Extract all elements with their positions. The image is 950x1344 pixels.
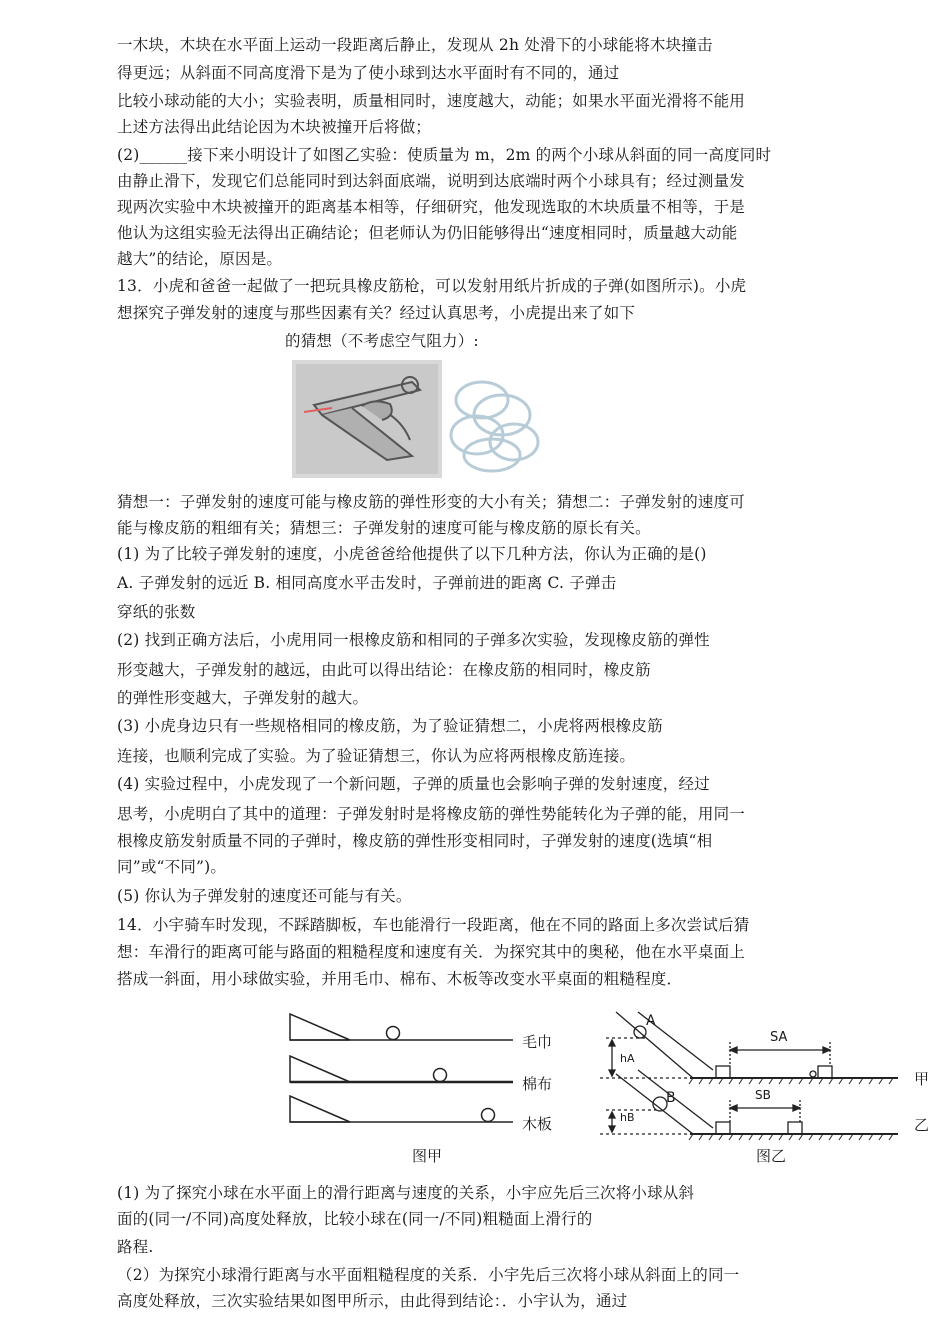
slope-2 xyxy=(290,1056,350,1082)
label-cotton: 棉布 xyxy=(522,1075,553,1093)
text-line: 得更远；从斜面不同高度滑下是为了使小球到达水平面时有不同的，通过 xyxy=(117,64,620,82)
text-line: 面的(同一/不同)高度处释放，比较小球在(同一/不同)粗糙面上滑行的 xyxy=(117,1210,593,1228)
question-14-line: 14．小宇骑车时发现，不踩踏脚板，车也能滑行一段距离，他在不同的路面上多次尝试后猜 xyxy=(117,916,750,934)
text-line: 猜想一：子弹发射的速度可能与橡皮筋的弹性形变的大小有关；猜想二：子弹发射的速度可 xyxy=(117,493,746,511)
ball-icon xyxy=(482,1109,495,1122)
text-line: 能与橡皮筋的粗细有关；猜想三：子弹发射的速度可能与橡皮筋的原长有关。 xyxy=(117,519,651,537)
text-line: 上述方法得出此结论因为木块被撞开后将做； xyxy=(117,118,432,136)
ball-icon xyxy=(434,1069,447,1082)
caption-figure-jia: 图甲 xyxy=(412,1147,443,1165)
block-end-b xyxy=(788,1122,802,1134)
label-height-b: hB xyxy=(620,1111,635,1124)
text-line: A. 子弹发射的远近 B. 相同高度水平击发时，子弹前进的距离 C. 子弹击 xyxy=(117,574,617,592)
text-line: 现两次实验中木块被撞开的距离基本相等，仔细研究，他发现选取的木块质量不相等，于是 xyxy=(117,198,746,216)
text-line: 高度处释放，三次实验结果如图甲所示，由此得到结论：．小宇认为，通过 xyxy=(117,1292,628,1310)
label-row-jia: 甲 xyxy=(914,1070,930,1088)
label-distance-a: SA xyxy=(770,1030,788,1045)
block-start-b xyxy=(716,1122,730,1134)
text-line: (5) 你认为子弹发射的速度还可能与有关。 xyxy=(117,887,412,905)
label-height-a: hA xyxy=(620,1052,635,1065)
text-line: 的弹性形变越大，子弹发射的越大。 xyxy=(117,689,369,707)
text-line: 搭成一斜面，用小球做实验，并用毛巾、棉布、木板等改变水平桌面的粗糙程度． xyxy=(117,970,683,988)
small-ball-icon xyxy=(810,1071,816,1077)
text-line: 他认为这组实验无法得出正确结论；但老师认为仍旧能够得出“速度相同时，质量越大动能 xyxy=(117,224,738,242)
slope-3 xyxy=(290,1096,350,1122)
slope-1 xyxy=(290,1014,350,1040)
text-line: 形变越大，子弹发射的越远，由此可以得出结论：在橡皮筋的相同时，橡皮筋 xyxy=(117,661,651,679)
text-line: (2) 找到正确方法后，小虎用同一根橡皮筋和相同的子弹多次实验，发现橡皮筋的弹性 xyxy=(117,631,710,649)
label-ball-a: A xyxy=(646,1013,656,1029)
rubber-band-gun-figure xyxy=(292,360,552,480)
text-line: 想探究子弹发射的速度与那些因素有关？经过认真思考，小虎提出来了如下 xyxy=(117,304,636,322)
text-line: 连接，也顺利完成了实验。为了验证猜想三，你认为应将两根橡皮筋连接。 xyxy=(117,747,636,765)
text-line: 想：车滑行的距离可能与路面的粗糙程度和速度有关．为探究其中的奥秘，他在水平桌面上 xyxy=(117,943,746,961)
caption-figure-yi: 图乙 xyxy=(756,1147,787,1165)
text-line: (1) 为了比较子弹发射的速度，小虎爸爸给他提供了以下几种方法，你认为正确的是() xyxy=(117,545,707,563)
block-end-a xyxy=(818,1066,832,1078)
label-wood: 木板 xyxy=(522,1115,553,1133)
ball-icon xyxy=(387,1027,400,1040)
text-line: (3) 小虎身边只有一些规格相同的橡皮筋，为了验证猜想二，小虎将两根橡皮筋 xyxy=(117,717,663,735)
text-line: 同”或“不同”)。 xyxy=(117,858,227,876)
label-ball-b: B xyxy=(666,1090,676,1106)
rubber-bands-icon xyxy=(451,382,538,471)
text-line: 越大”的结论，原因是。 xyxy=(117,250,283,268)
text-line: 思考，小虎明白了其中的道理：子弹发射时是将橡皮筋的弹性势能转化为子弹的能，用同一 xyxy=(117,805,746,823)
text-line: 比较小球动能的大小；实验表明，质量相同时，速度越大，动能；如果水平面光滑将不能用 xyxy=(117,92,746,110)
block-start-a xyxy=(716,1066,730,1078)
text-line: 穿纸的张数 xyxy=(117,603,196,621)
question-13-line: 13．小虎和爸爸一起做了一把玩具橡皮筋枪，可以发射用纸片折成的子弹(如图所示)。小虎 xyxy=(117,277,747,295)
label-towel: 毛巾 xyxy=(522,1033,553,1051)
text-line: 根橡皮筋发射质量不同的子弹时，橡皮筋的弹性形变相同时，子弹发射的速度(选填“相 xyxy=(117,832,713,850)
text-line: 由静止滑下，发现它们总能同时到达斜面底端，说明到达底端时两个小球具有；经过测量发 xyxy=(117,172,746,190)
text-line: （2）为探究小球滑行距离与水平面粗糙程度的关系．小宇先后三次将小球从斜面上的同一 xyxy=(117,1266,740,1284)
label-distance-b: SB xyxy=(755,1088,771,1102)
figure-yi-kinetic-energy xyxy=(598,1010,913,1150)
text-line: (4) 实验过程中，小虎发现了一个新问题，子弹的质量也会影响子弹的发射速度，经过 xyxy=(117,775,710,793)
text-line: (1) 为了探究小球在水平面上的滑行距离与速度的关系，小宇应先后三次将小球从斜 xyxy=(117,1184,695,1202)
text-line: 路程. xyxy=(117,1238,154,1256)
text-line: 的猜想（不考虑空气阻力）: xyxy=(285,332,479,350)
label-row-yi: 乙 xyxy=(914,1116,930,1134)
text-line: 一木块，木块在水平面上运动一段距离后静止，发现从 2h 处滑下的小球能将木块撞击 xyxy=(117,36,713,54)
text-line: (2)______接下来小明设计了如图乙实验：使质量为 m，2m 的两个小球从斜面的同一高度同时 xyxy=(117,146,772,164)
